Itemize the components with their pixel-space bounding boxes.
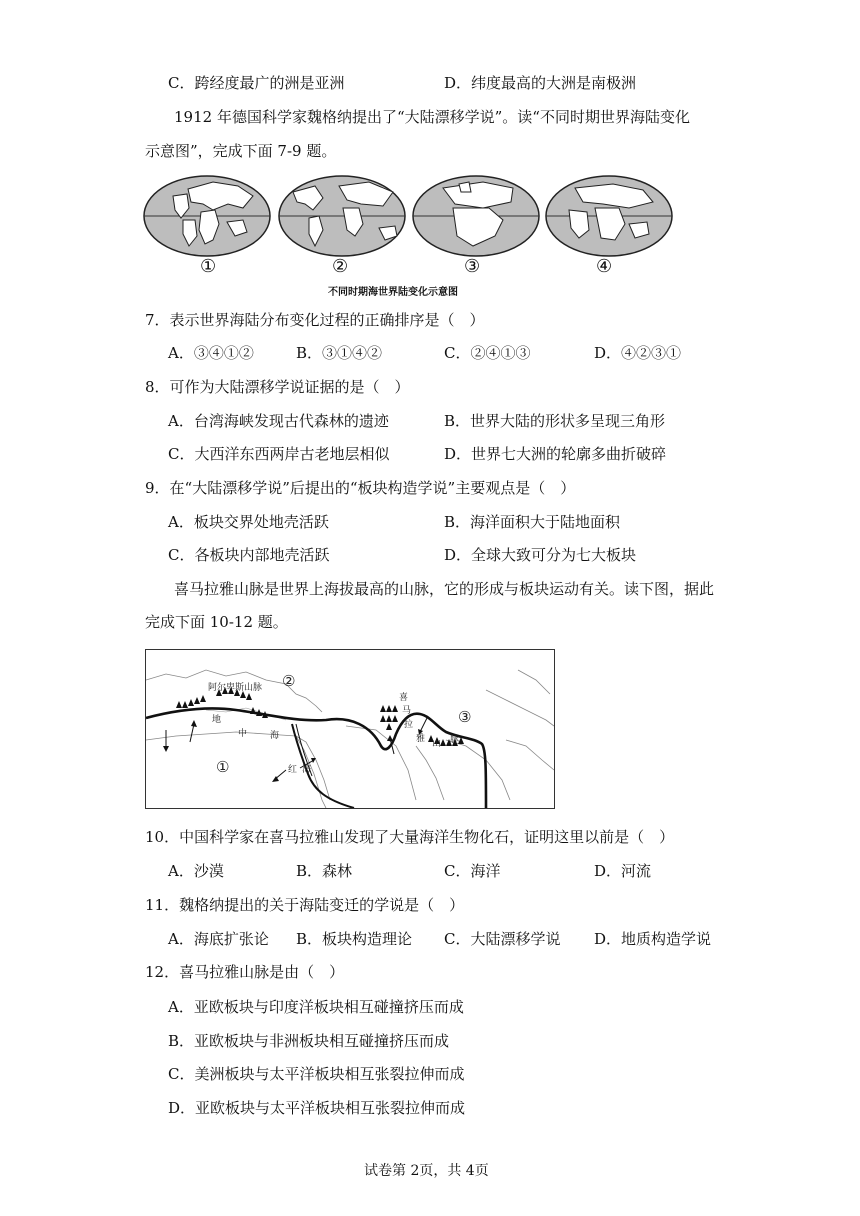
q9-option-d: D．全球大致可分为七大板块 xyxy=(444,546,637,564)
himalaya-label-6: 脉 xyxy=(450,735,460,745)
q7-option-c: C．②④①③ xyxy=(444,344,531,362)
map-drawing xyxy=(146,650,554,808)
globe-label-2: ② xyxy=(332,256,349,277)
q7-stem: 7．表示世界海陆分布变化过程的正确排序是（ ） xyxy=(145,311,485,329)
q12-option-b: B．亚欧板块与非洲板块相互碰撞挤压而成 xyxy=(168,1032,450,1050)
himalaya-label-5: 山 xyxy=(432,739,442,749)
q8-stem: 8．可作为大陆漂移学说证据的是（ ） xyxy=(145,378,410,396)
himalaya-label-2: 马 xyxy=(402,706,412,716)
q9-option-a: A．板块交界处地壳活跃 xyxy=(168,513,329,531)
intro2-line1: 喜马拉雅山脉是世界上海拔最高的山脉，它的形成与板块运动有关。读下图，据此 xyxy=(174,580,715,598)
globe-4 xyxy=(546,176,672,256)
med-label-3: 海 xyxy=(270,731,280,741)
region-label-3: ③ xyxy=(458,708,472,726)
globe-label-1: ① xyxy=(200,256,217,277)
q8-option-b: B．世界大陆的形状多呈现三角形 xyxy=(444,412,666,430)
q8-option-a: A．台湾海峡发现古代森林的遗迹 xyxy=(168,412,389,430)
q11-stem: 11．魏格纳提出的关于海陆变迁的学说是（ ） xyxy=(145,896,465,914)
q12-option-a: A．亚欧板块与印度洋板块相互碰撞挤压而成 xyxy=(168,998,464,1016)
q9-option-c: C．各板块内部地壳活跃 xyxy=(168,546,330,564)
q12-stem: 12．喜马拉雅山脉是由（ ） xyxy=(145,963,345,981)
page-footer: 试卷第 2页，共 4页 xyxy=(364,1163,489,1179)
red-sea-label-1: 红 xyxy=(288,765,298,775)
med-label-1: 地 xyxy=(212,715,222,725)
himalaya-label-1: 喜 xyxy=(399,693,409,703)
med-label-2: 中 xyxy=(238,729,248,739)
q10-option-a: A．沙漠 xyxy=(168,862,224,880)
world-map-globes-figure xyxy=(143,174,673,258)
region-label-2: ② xyxy=(282,672,296,690)
globe-2 xyxy=(279,176,405,256)
q6-option-c: C．跨经度最广的洲是亚洲 xyxy=(168,74,345,92)
q7-option-d: D．④②③① xyxy=(594,344,682,362)
q11-option-c: C．大陆漂移学说 xyxy=(444,930,561,948)
q10-option-b: B．森林 xyxy=(296,862,353,880)
plate-boundary-map xyxy=(145,649,555,809)
q11-option-b: B．板块构造理论 xyxy=(296,930,413,948)
himalaya-label-3: 拉 xyxy=(404,720,414,730)
intro2-line2: 完成下面 10-12 题。 xyxy=(145,613,288,631)
q6-option-d: D．纬度最高的大洲是南极洲 xyxy=(444,74,637,92)
globe-3 xyxy=(413,176,539,256)
q9-stem: 9．在“大陆漂移学说”后提出的“板块构造学说”主要观点是（ ） xyxy=(145,479,576,497)
globe-1 xyxy=(144,176,270,256)
q9-option-b: B．海洋面积大于陆地面积 xyxy=(444,513,621,531)
q10-option-c: C．海洋 xyxy=(444,862,501,880)
q10-option-d: D．河流 xyxy=(594,862,652,880)
q7-option-b: B．③①④② xyxy=(296,344,383,362)
q12-option-c: C．美洲板块与太平洋板块相互张裂拉伸而成 xyxy=(168,1065,465,1083)
q7-option-a: A．③④①② xyxy=(168,344,254,362)
himalaya-label-4: 雅 xyxy=(416,734,426,744)
q8-option-d: D．世界七大洲的轮廓多曲折破碎 xyxy=(444,445,667,463)
q11-option-d: D．地质构造学说 xyxy=(594,930,712,948)
q11-option-a: A．海底扩张论 xyxy=(168,930,269,948)
globe-label-4: ④ xyxy=(596,256,613,277)
q8-option-c: C．大西洋东西两岸古老地层相似 xyxy=(168,445,390,463)
q10-stem: 10．中国科学家在喜马拉雅山发现了大量海洋生物化石，证明这里以前是（ ） xyxy=(145,828,675,846)
figure1-caption: 不同时期海世界陆变化示意图 xyxy=(328,287,458,298)
region-label-1: ① xyxy=(216,758,230,776)
red-sea-label-2: 海 xyxy=(302,765,312,775)
globe-label-3: ③ xyxy=(464,256,481,277)
intro1-line1: 1912 年德国科学家魏格纳提出了“大陆漂移学说”。读“不同时期世界海陆变化 xyxy=(174,108,690,126)
intro1-line2: 示意图”，完成下面 7-9 题。 xyxy=(145,142,337,160)
q12-option-d: D．亚欧板块与太平洋板块相互张裂拉伸而成 xyxy=(168,1099,466,1117)
alps-label: 阿尔卑斯山脉 xyxy=(208,683,263,693)
